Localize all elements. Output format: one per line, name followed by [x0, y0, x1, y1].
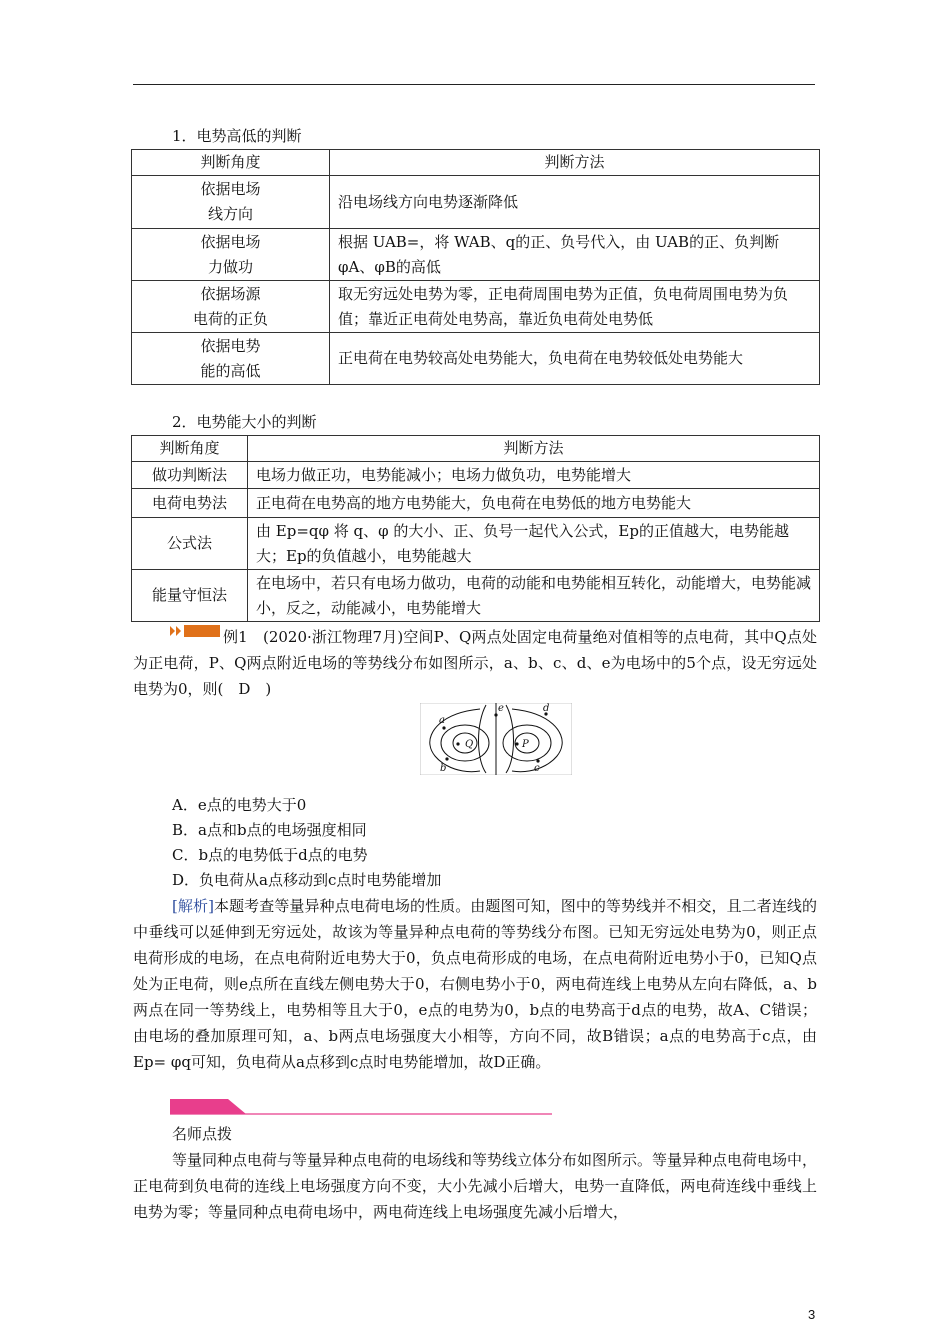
table-row: 依据场源 电荷的正负 取无穷远处电势为零，正电荷周围电势为正值，负电荷周围电势为负值；靠近正电荷处电势高，靠近负电荷处电势低	[132, 281, 820, 333]
tip-title: 名师点拨	[172, 1125, 233, 1143]
option-a: A．e点的电势大于0	[172, 796, 307, 814]
section1-heading: 1．电势高低的判断	[172, 127, 302, 145]
label-q: Q	[465, 739, 474, 750]
tip-text: 等量同种点电荷与等量异种点电荷的电场线和等势线立体分布如图所示。等量异种点电荷电场中，正电荷到负电荷的连线上电场强度方向不变，大小先减小后增大，电势一直降低，两电荷连线中垂线上电势为零；等量同种点电荷电场中，两电荷连线上电场强度先减小后增大，	[133, 1151, 818, 1221]
option-d: D．负电荷从a点移动到c点时电势能增加	[172, 871, 442, 889]
page-number: 3	[808, 1307, 816, 1322]
energy-table	[131, 435, 820, 622]
option-c: C．b点的电势低于d点的电势	[172, 846, 368, 864]
table-row: 公式法 由 Ep=qφ 将 q、φ 的大小、正、负号一起代入公式，Ep的正值越大，电势能越大；Ep的负值越小，电势能越大	[132, 518, 820, 570]
potential-table	[131, 149, 820, 385]
tip-banner	[170, 1097, 552, 1115]
label-e: e	[498, 703, 504, 714]
analysis-tag: [解析]	[172, 897, 214, 915]
table-header-angle: 判断角度	[132, 436, 248, 462]
table-row: 电荷电势法 正电荷在电势高的地方电势能大，负电荷在电势低的地方电势能大	[132, 489, 820, 518]
label-b: b	[440, 763, 447, 774]
section2-heading: 2．电势能大小的判断	[172, 413, 317, 431]
example-stem: 例1 (2020·浙江物理7月)空间P、Q两点处固定电荷量绝对值相等的点电荷，其中Q点处为正电荷，P、Q两点附近电场的等势线分布如图所示，a、b、c、d、e为电场中的5个点，设无穷远处电势为0，则( D )	[133, 628, 817, 698]
table-row: 依据电场 线方向 沿电场线方向电势逐渐降低	[132, 176, 820, 229]
equipotential-figure	[420, 703, 572, 775]
table-row: 依据电势 能的高低 正电荷在电势较高处电势能大，负电荷在电势较低处电势能大	[132, 333, 820, 385]
label-p: P	[522, 739, 529, 750]
table-row: 做功判断法 电场力做正功，电势能减小；电场力做负功，电势能增大	[132, 462, 820, 489]
option-b: B．a点和b点的电场强度相同	[172, 821, 367, 839]
table-header-method: 判断方法	[330, 150, 820, 176]
label-c: c	[534, 763, 540, 774]
label-a: a	[439, 715, 445, 726]
table-header-angle: 判断角度	[132, 150, 330, 176]
analysis-text: 本题考查等量异种点电荷电场的性质。由题图可知，图中的等势线并不相交，且二者连线的中垂线可以延伸到无穷远处，故该为等量异种点电荷的等势线分布图。已知无穷远处电势为0，则正点电荷形成的电场，在点电荷附近电势大于0，负点电荷形成的电场，在点电荷附近电势小于0，已知Q点处为正电荷，则e点所在直线左侧电势大于0，右侧电势小于0，两电荷连线上电势从左向右降低，a、b两点在同一等势线上，电势相等且大于0，e点的电势为0，b点的电势高于d点的电势，故A、C错误；由电场的叠加原理可知，a、b两点电场强度大小相等，方向不同，故B错误；a点的电势高于c点，由Ep= φq可知，负电荷从a点移到c点时电势能增加，故D正确。	[133, 897, 817, 1071]
table-row: 能量守恒法 在电场中，若只有电场力做功，电荷的动能和电势能相互转化，动能增大，电势能减小，反之，动能减小，电势能增大	[132, 570, 820, 622]
analysis	[133, 893, 817, 1075]
table-header-method: 判断方法	[248, 436, 820, 462]
header-rule	[133, 84, 815, 85]
table-row: 依据电场 力做功 根据 UAB=，将 WAB、q的正、负号代入，由 UAB的正、负判断 φA、φB的高低	[132, 229, 820, 281]
label-d: d	[543, 703, 550, 714]
